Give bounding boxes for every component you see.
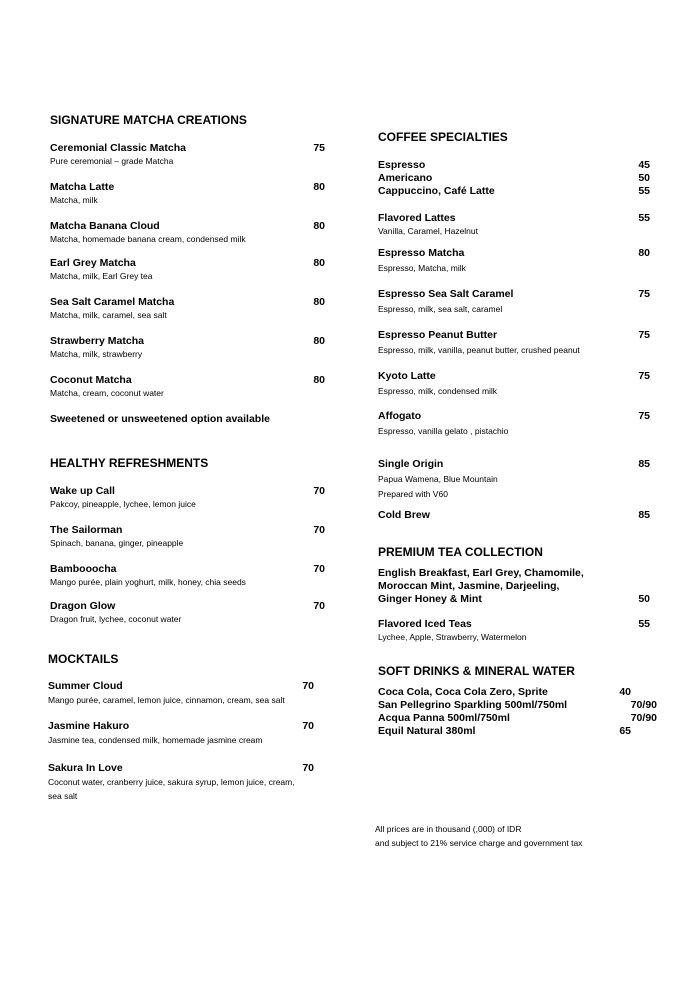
menu-item	[378, 172, 650, 185]
item-name: Bambooocha	[50, 563, 117, 575]
item-description: Vanilla, Caramel, Hazelnut	[378, 226, 478, 236]
menu-item	[378, 686, 657, 699]
menu-item	[50, 600, 325, 625]
menu-item	[48, 720, 314, 747]
item-preparation: Prepared with V60	[378, 489, 448, 499]
menu-item	[378, 458, 650, 500]
item-price: 80	[313, 296, 325, 308]
item-name: Dragon Glow	[50, 600, 116, 612]
menu-item	[50, 563, 325, 587]
item-price: 80	[313, 257, 325, 269]
item-price: 50	[638, 593, 650, 605]
item-price: 75	[638, 288, 650, 300]
item-name: Flavored Iced Teas	[378, 618, 472, 630]
item-price: 65	[619, 725, 631, 737]
soft-drink-list	[378, 686, 657, 738]
item-description: Mango purée, plain yoghurt, milk, honey, chia seeds	[50, 577, 246, 587]
section-coffee-specialties	[378, 130, 650, 522]
item-price: 45	[638, 159, 650, 171]
menu-item	[378, 370, 650, 397]
section-title: SIGNATURE MATCHA CREATIONS	[50, 113, 247, 127]
item-name: Espresso Sea Salt Caramel	[378, 288, 514, 300]
item-name: Kyoto Latte	[378, 370, 436, 382]
menu-item	[378, 618, 650, 643]
item-price: 50	[638, 172, 650, 184]
item-price: 80	[313, 181, 325, 193]
item-name: Summer Cloud	[48, 680, 123, 692]
item-description: Matcha, milk, Earl Grey tea	[50, 271, 153, 281]
item-description: Coconut water, cranberry juice, sakura syrup, lemon juice, cream, sea salt	[48, 777, 295, 801]
item-description: Matcha, homemade banana cream, condensed milk	[50, 234, 246, 244]
menu-item	[50, 524, 325, 549]
item-name: Matcha Banana Cloud	[50, 220, 160, 232]
menu-item	[50, 220, 325, 245]
menu-item	[50, 296, 325, 321]
item-name: Espresso Peanut Butter	[378, 329, 498, 341]
item-name: Acqua Panna 500ml/750ml	[378, 712, 510, 724]
item-price: 75	[638, 329, 650, 341]
menu-item	[50, 181, 325, 206]
section-title: HEALTHY REFRESHMENTS	[50, 456, 209, 470]
item-name: Wake up Call	[50, 485, 115, 497]
item-name: Earl Grey Matcha	[50, 257, 136, 269]
item-price: 85	[638, 509, 650, 521]
item-price: 80	[638, 247, 650, 259]
item-name: Sakura In Love	[48, 762, 123, 774]
disclaimer-line: and subject to 21% service charge and government tax	[375, 838, 583, 848]
menu-item	[378, 329, 650, 357]
item-description: Dragon fruit, lychee, coconut water	[50, 614, 182, 624]
item-name: Equil Natural 380ml	[378, 725, 476, 737]
item-description: Matcha, milk, strawberry	[50, 349, 143, 359]
menu-item	[48, 680, 314, 707]
item-name: San Pellegrino Sparkling 500ml/750ml	[378, 699, 568, 711]
menu-item	[48, 762, 314, 803]
item-description: Jasmine tea, condensed milk, homemade jasmine cream	[48, 735, 263, 745]
item-description: Mango purée, caramel, lemon juice, cinnamon, cream, sea salt	[48, 695, 285, 705]
item-price: 70/90	[630, 699, 657, 711]
left-column	[50, 113, 325, 803]
coffee-basics	[378, 159, 650, 198]
item-description: Espresso, milk, vanilla, peanut butter, crushed peanut	[378, 345, 580, 355]
item-description: Matcha, cream, coconut water	[50, 388, 164, 398]
item-price: 70/90	[630, 712, 657, 724]
item-description: Papua Wamena, Blue Mountain	[378, 474, 498, 484]
item-name: Cappuccino, Café Latte	[378, 185, 495, 197]
menu-item	[378, 712, 657, 725]
item-description: Matcha, milk	[50, 195, 98, 205]
item-price: 70	[313, 600, 325, 612]
menu-item	[50, 485, 325, 510]
price-disclaimer	[375, 822, 582, 850]
menu-item	[378, 725, 657, 738]
tea-list-line: English Breakfast, Earl Grey, Chamomile,	[378, 567, 584, 579]
item-name: Espresso Matcha	[378, 247, 465, 259]
menu-item	[378, 410, 650, 437]
menu-item	[50, 335, 325, 360]
section-title: PREMIUM TEA COLLECTION	[378, 545, 543, 559]
item-price: 70	[313, 524, 325, 536]
menu-item	[50, 257, 325, 282]
item-price: 80	[313, 220, 325, 232]
item-price: 75	[638, 370, 650, 382]
sweetener-note: Sweetened or unsweetened option available	[50, 413, 270, 425]
menu-item	[378, 159, 650, 172]
item-price: 40	[619, 686, 631, 698]
tea-list-line: Ginger Honey & Mint	[378, 593, 482, 605]
section-mocktails	[48, 652, 314, 803]
item-description: Espresso, milk, sea salt, caramel	[378, 304, 503, 314]
item-name: The Sailorman	[50, 524, 123, 536]
item-name: Americano	[378, 172, 433, 184]
item-name: Sea Salt Caramel Matcha	[50, 296, 175, 308]
item-name: Affogato	[378, 410, 422, 422]
section-signature-matcha	[50, 113, 325, 426]
item-name: Coca Cola, Coca Cola Zero, Sprite	[378, 686, 548, 698]
item-price: 80	[313, 335, 325, 347]
menu-item	[378, 212, 650, 237]
menu-item	[378, 699, 657, 712]
section-premium-tea	[378, 545, 650, 643]
item-description: Matcha, milk, caramel, sea salt	[50, 310, 167, 320]
item-price: 70	[302, 762, 314, 774]
item-description: Espresso, vanilla gelato , pistachio	[378, 426, 509, 436]
menu-item	[378, 185, 650, 198]
tea-list-line: Moroccan Mint, Jasmine, Darjeeling,	[378, 580, 560, 592]
item-description: Espresso, milk, condensed milk	[378, 386, 498, 396]
item-name: Coconut Matcha	[50, 374, 132, 386]
item-price: 70	[313, 485, 325, 497]
item-price: 55	[638, 212, 650, 224]
item-name: Jasmine Hakuro	[48, 720, 130, 732]
menu-item	[378, 567, 650, 606]
item-price: 55	[638, 618, 650, 630]
item-name: Flavored Lattes	[378, 212, 456, 224]
section-title: SOFT DRINKS & MINERAL WATER	[378, 664, 575, 678]
item-name: Single Origin	[378, 458, 444, 470]
section-healthy-refreshments	[50, 456, 325, 625]
menu-item	[378, 509, 650, 522]
section-soft-drinks	[378, 664, 657, 738]
item-name: Espresso	[378, 159, 426, 171]
item-name: Matcha Latte	[50, 181, 115, 193]
right-column	[378, 130, 657, 738]
menu-item	[378, 247, 650, 274]
item-price: 75	[638, 410, 650, 422]
section-title: COFFEE SPECIALTIES	[378, 130, 508, 144]
item-description: Spinach, banana, ginger, pineapple	[50, 538, 184, 548]
item-name: Cold Brew	[378, 509, 430, 521]
item-price: 85	[638, 458, 650, 470]
section-title: MOCKTAILS	[48, 652, 119, 666]
item-price: 70	[313, 563, 325, 575]
menu-item	[50, 142, 325, 167]
menu-item	[378, 288, 650, 315]
item-description: Espresso, Matcha, milk	[378, 263, 466, 273]
item-description: Lychee, Apple, Strawberry, Watermelon	[378, 632, 527, 642]
menu-item	[50, 374, 325, 399]
item-name: Ceremonial Classic Matcha	[50, 142, 186, 154]
item-name: Strawberry Matcha	[50, 335, 144, 347]
item-price: 75	[313, 142, 325, 154]
item-price: 80	[313, 374, 325, 386]
item-description: Pure ceremonial – grade Matcha	[50, 156, 174, 166]
item-description: Pakcoy, pineapple, lychee, lemon juice	[50, 499, 196, 509]
disclaimer-line: All prices are in thousand (,000) of IDR	[375, 824, 522, 834]
item-price: 70	[302, 720, 314, 732]
item-price: 70	[302, 680, 314, 692]
item-price: 55	[638, 185, 650, 197]
